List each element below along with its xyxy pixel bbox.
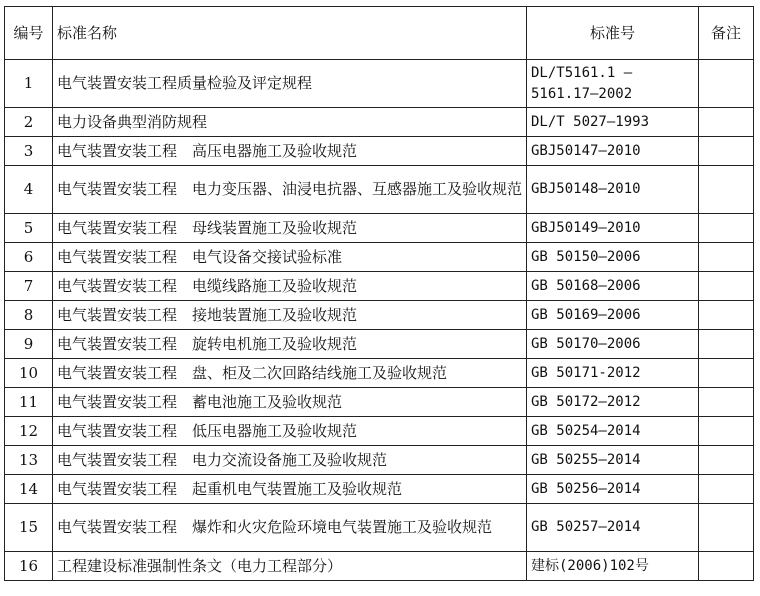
row-name: 电气装置安装工程质量检验及评定规程 xyxy=(53,60,527,108)
table-header-row xyxy=(5,7,754,60)
row-name: 电气装置安装工程 电力交流设备施工及验收规范 xyxy=(53,446,527,475)
table-row xyxy=(5,475,754,504)
row-note xyxy=(699,446,754,475)
row-num: 2 xyxy=(5,108,53,137)
header-note: 备注 xyxy=(699,7,754,60)
row-std: GB 50172—2012 xyxy=(527,388,699,417)
row-std: GB 50254—2014 xyxy=(527,417,699,446)
table-row xyxy=(5,446,754,475)
table-row xyxy=(5,166,754,214)
row-note xyxy=(699,166,754,214)
row-note xyxy=(699,475,754,504)
table-row xyxy=(5,137,754,166)
row-num: 15 xyxy=(5,504,53,552)
standards-table xyxy=(4,6,754,581)
row-note xyxy=(699,214,754,243)
row-note xyxy=(699,137,754,166)
row-num: 3 xyxy=(5,137,53,166)
row-name: 电气装置安装工程 低压电器施工及验收规范 xyxy=(53,417,527,446)
row-note xyxy=(699,359,754,388)
row-num: 4 xyxy=(5,166,53,214)
table-row xyxy=(5,272,754,301)
table-body xyxy=(5,60,754,581)
row-note xyxy=(699,330,754,359)
row-std: GB 50257—2014 xyxy=(527,504,699,552)
row-name: 电气装置安装工程 接地装置施工及验收规范 xyxy=(53,301,527,330)
row-note xyxy=(699,60,754,108)
row-std: GBJ50149—2010 xyxy=(527,214,699,243)
row-name: 电气装置安装工程 爆炸和火灾危险环境电气装置施工及验收规范 xyxy=(53,504,527,552)
row-std: GBJ50147—2010 xyxy=(527,137,699,166)
row-name: 电气装置安装工程 蓄电池施工及验收规范 xyxy=(53,388,527,417)
row-std: GB 50255—2014 xyxy=(527,446,699,475)
row-note xyxy=(699,108,754,137)
table-row xyxy=(5,214,754,243)
row-note xyxy=(699,243,754,272)
row-std: DL/T5161.1 — 5161.17—2002 xyxy=(527,60,699,108)
row-note xyxy=(699,417,754,446)
row-num: 13 xyxy=(5,446,53,475)
row-num: 7 xyxy=(5,272,53,301)
row-num: 5 xyxy=(5,214,53,243)
table-row xyxy=(5,60,754,108)
row-note xyxy=(699,504,754,552)
row-std: GB 50150—2006 xyxy=(527,243,699,272)
row-name: 电气装置安装工程 旋转电机施工及验收规范 xyxy=(53,330,527,359)
row-name: 电气装置安装工程 起重机电气装置施工及验收规范 xyxy=(53,475,527,504)
row-num: 1 xyxy=(5,60,53,108)
header-std: 标准号 xyxy=(527,7,699,60)
row-name: 电气装置安装工程 高压电器施工及验收规范 xyxy=(53,137,527,166)
row-num: 6 xyxy=(5,243,53,272)
row-name: 电气装置安装工程 电力变压器、油浸电抗器、互感器施工及验收规范 xyxy=(53,166,527,214)
row-std: DL/T 5027—1993 xyxy=(527,108,699,137)
table-row xyxy=(5,504,754,552)
row-std: GB 50256—2014 xyxy=(527,475,699,504)
row-std: GB 50168—2006 xyxy=(527,272,699,301)
row-num: 11 xyxy=(5,388,53,417)
row-num: 14 xyxy=(5,475,53,504)
row-name: 电力设备典型消防规程 xyxy=(53,108,527,137)
table-row xyxy=(5,388,754,417)
row-std: GB 50171-2012 xyxy=(527,359,699,388)
table-row xyxy=(5,330,754,359)
row-std: GB 50170—2006 xyxy=(527,330,699,359)
row-std: GBJ50148—2010 xyxy=(527,166,699,214)
row-std: 建标(2006)102号 xyxy=(527,552,699,581)
row-num: 16 xyxy=(5,552,53,581)
row-num: 10 xyxy=(5,359,53,388)
row-name: 电气装置安装工程 盘、柜及二次回路结线施工及验收规范 xyxy=(53,359,527,388)
row-num: 9 xyxy=(5,330,53,359)
row-note xyxy=(699,552,754,581)
table-row xyxy=(5,243,754,272)
row-std: GB 50169—2006 xyxy=(527,301,699,330)
row-num: 8 xyxy=(5,301,53,330)
row-note xyxy=(699,388,754,417)
row-note xyxy=(699,301,754,330)
header-name: 标准名称 xyxy=(53,7,527,60)
table-row xyxy=(5,108,754,137)
header-num: 编号 xyxy=(5,7,53,60)
table-row xyxy=(5,359,754,388)
table-row xyxy=(5,552,754,581)
row-name: 工程建设标准强制性条文（电力工程部分） xyxy=(53,552,527,581)
row-num: 12 xyxy=(5,417,53,446)
row-note xyxy=(699,272,754,301)
row-name: 电气装置安装工程 电气设备交接试验标准 xyxy=(53,243,527,272)
row-name: 电气装置安装工程 母线装置施工及验收规范 xyxy=(53,214,527,243)
table-row xyxy=(5,417,754,446)
row-name: 电气装置安装工程 电缆线路施工及验收规范 xyxy=(53,272,527,301)
table-row xyxy=(5,301,754,330)
